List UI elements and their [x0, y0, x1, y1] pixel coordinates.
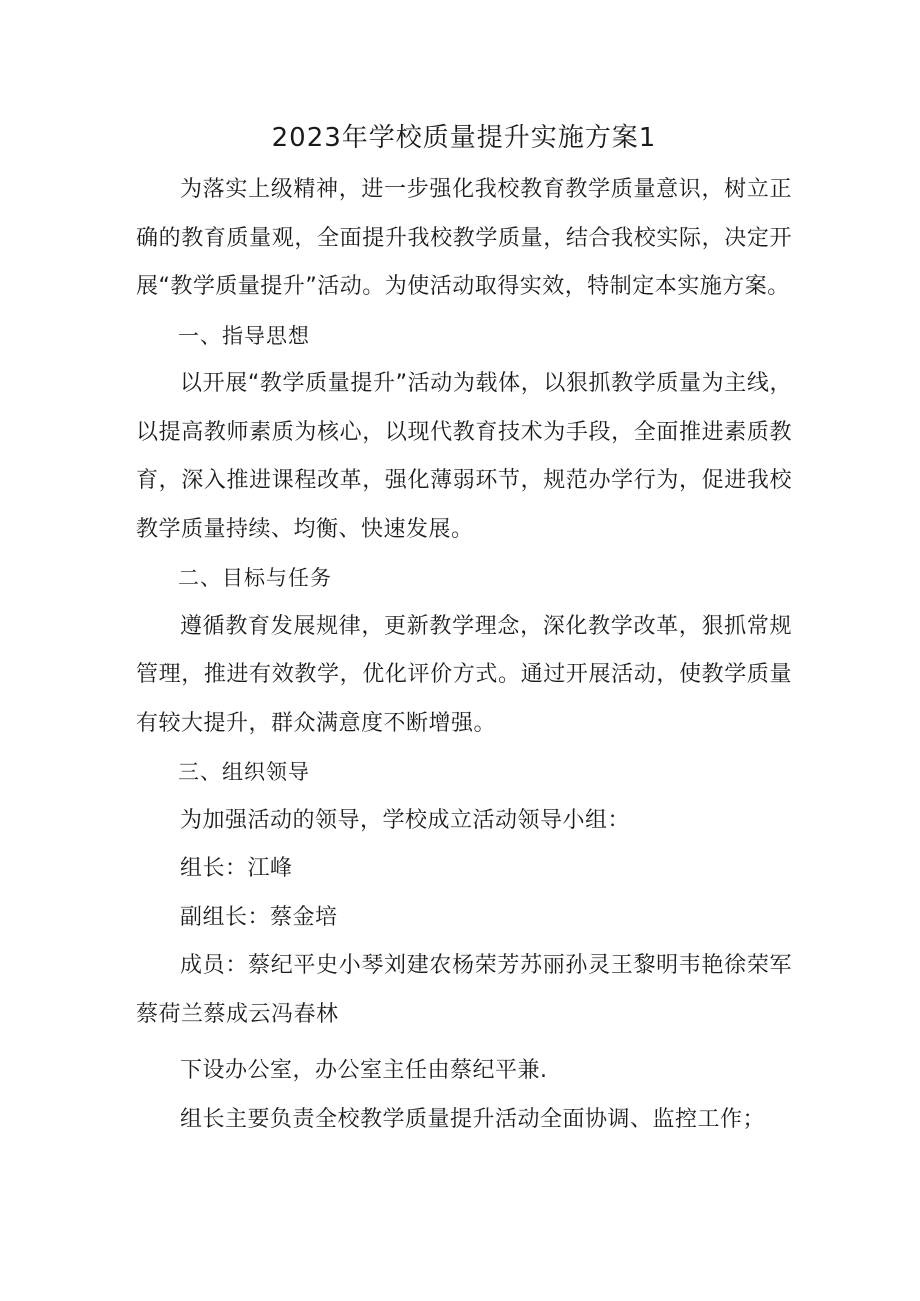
spacer [136, 1039, 792, 1047]
organization-intro: 为加强活动的领导，学校成立活动领导小组： [180, 807, 631, 833]
document-page [136, 118, 792, 1144]
section-heading-guiding-ideology: 一、指导思想 [178, 323, 310, 348]
group-leader: 组长：江峰 [180, 856, 293, 881]
office-note: 下设办公室，办公室主任由蔡纪平兼. [180, 1058, 548, 1083]
leader-duty: 组长主要负责全校教学质量提升活动全面协调、监控工作； [180, 1106, 766, 1132]
intro-paragraph: 为落实上级精神，进一步强化我校教育教学质量意识，树立正确的教育质量观，全面提升我校教学质量，结合我校实际，决定开展“教学质量提升”活动。为使活动取得实效，特制定本实施方案。 [136, 177, 792, 299]
group-members: 成员：蔡纪平史小琴刘建农杨荣芳苏丽孙灵王黎明韦艳徐荣军蔡荷兰蔡成云冯春林 [136, 953, 792, 1027]
guiding-ideology-paragraph: 以开展“教学质量提升”活动为载体，以狠抓教学质量为主线，以提高教师素质为核心，以现代教育技术为手段，全面推进素质教育，深入推进课程改革，强化薄弱环节，规范办学行为，促进我校教学质量持续、均衡、快速发展。 [136, 371, 792, 542]
goals-tasks-paragraph: 遵循教育发展规律，更新教学理念，深化教学改革，狠抓常规管理，推进有效教学，优化评价方式。通过开展活动，使教学质量有较大提升，群众满意度不断增强。 [136, 613, 792, 736]
page-title: 2023年学校质量提升实施方案1 [271, 123, 657, 153]
section-heading-goals-tasks: 二、目标与任务 [178, 566, 332, 590]
section-heading-organization: 三、组织领导 [178, 760, 310, 784]
vice-group-leader: 副组长：蔡金培 [180, 904, 338, 930]
